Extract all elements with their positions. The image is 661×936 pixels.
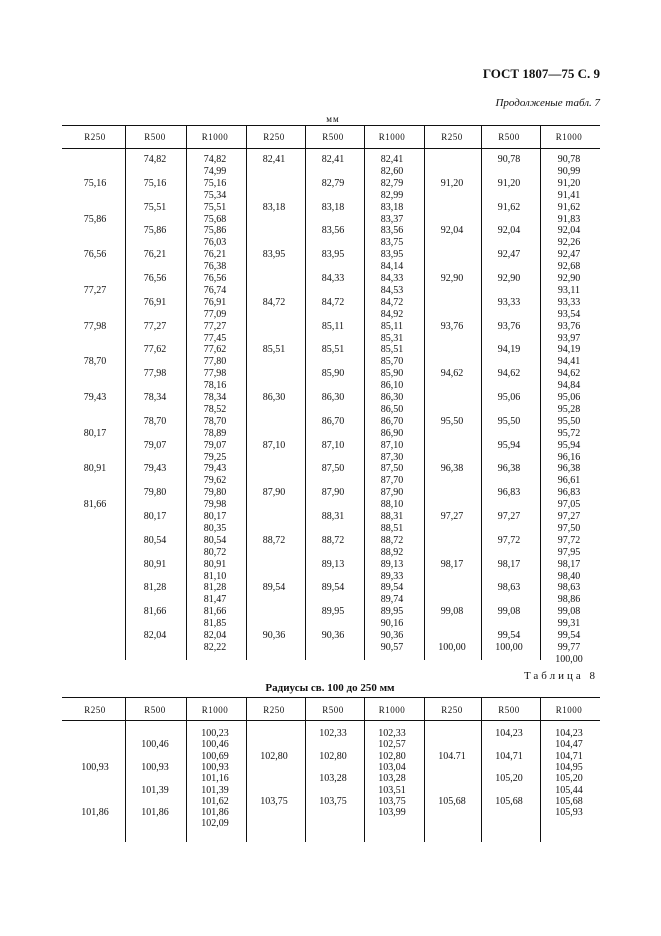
table-cell: 77,80 <box>203 356 227 368</box>
table-cell: 76,56 <box>203 273 227 284</box>
table-cell: 87,10 <box>262 439 286 451</box>
table-cell: 74,82 <box>143 154 167 165</box>
table-cell: 99,08 <box>497 606 521 618</box>
table-cell: 89,95 <box>321 606 345 618</box>
table-cell: 79,43 <box>83 392 107 403</box>
table-cell: 80,17 <box>83 427 107 439</box>
table-rule <box>62 697 600 698</box>
unit-label: мм <box>326 114 340 124</box>
table-cell: 102,33 <box>319 728 347 739</box>
table-cell: 103,28 <box>319 773 347 785</box>
table-cell: 100,46 <box>201 739 229 751</box>
table-cell: 101,86 <box>141 807 169 819</box>
table-cell: 80,72 <box>203 546 227 558</box>
table-cell: 91,41 <box>557 189 581 201</box>
table-cell: 75,16 <box>143 177 167 189</box>
table-cell: 95,94 <box>497 439 521 451</box>
table-cell: 92,04 <box>497 225 521 237</box>
table-cell: 95,28 <box>557 403 581 415</box>
table-cell: 97,50 <box>557 522 581 534</box>
table-cell: 88,72 <box>262 534 286 546</box>
table-rule <box>62 125 600 126</box>
table-cell: 92,04 <box>557 225 581 237</box>
table-cell: 83,56 <box>321 225 345 237</box>
table-cell: 104,71 <box>555 750 583 762</box>
table-cell: 80,17 <box>143 511 167 522</box>
table-cell: 83,95 <box>380 249 404 261</box>
table-8-title: Радиусы св. 100 до 250 мм <box>265 682 395 694</box>
table-cell: 97,72 <box>557 534 581 546</box>
table-cell: 96,38 <box>557 463 581 475</box>
table-cell: 91,20 <box>440 177 464 189</box>
table-cell: 103,99 <box>378 807 406 819</box>
table-cell: 78,16 <box>203 380 227 392</box>
table-cell: 96,83 <box>557 487 581 499</box>
table-cell: 83,18 <box>321 201 345 213</box>
table-cell: 74,82 <box>203 154 227 165</box>
table-cell: 80,35 <box>203 522 227 534</box>
table-cell: 84,33 <box>380 273 404 284</box>
table-cell: 76,21 <box>203 249 227 261</box>
table-cell: 88,10 <box>380 499 404 511</box>
table-cell: 78,70 <box>203 415 227 427</box>
table-cell: 89,54 <box>380 582 404 594</box>
table-cell: 101,39 <box>141 784 169 796</box>
table-cell: 84,33 <box>321 273 345 284</box>
table-cell: 80,91 <box>143 558 167 570</box>
table-cell: 79,43 <box>203 463 227 475</box>
table-cell: 96,38 <box>440 463 464 475</box>
table-cell: 80,91 <box>203 558 227 570</box>
table-cell: 85,51 <box>321 344 345 356</box>
table-cell: 88,92 <box>380 546 404 558</box>
column-header: R1000 <box>555 705 583 715</box>
table-cell: 104.71 <box>438 750 466 762</box>
table-cell: 100,46 <box>141 739 169 751</box>
table-cell: 76,91 <box>203 296 227 308</box>
table-cell: 103,28 <box>378 773 406 785</box>
table-cell: 87,10 <box>380 439 404 451</box>
table-cell: 94,19 <box>497 344 521 356</box>
table-cell: 84,92 <box>380 308 404 320</box>
table-cell: 82,79 <box>380 177 404 189</box>
table-cell: 86,50 <box>380 403 404 415</box>
table-cell: 101,62 <box>201 795 229 807</box>
table-cell: 76,38 <box>203 261 227 273</box>
table-cell: 86,70 <box>380 415 404 427</box>
table-cell: 75,68 <box>203 213 227 225</box>
table-cell: 77,98 <box>143 368 167 380</box>
column-header: R250 <box>84 705 106 715</box>
table-cell: 79,80 <box>203 487 227 499</box>
table-cell: 81,10 <box>203 570 227 582</box>
table-cell: 89,54 <box>321 582 345 594</box>
table-cell: 93,54 <box>557 308 581 320</box>
table-cell: 101,39 <box>201 784 229 796</box>
table-cell: 93,33 <box>497 296 521 308</box>
table-cell: 91,20 <box>497 177 521 189</box>
table-cell: 75,51 <box>143 201 167 213</box>
table-cell: 75,86 <box>203 225 227 237</box>
table-cell: 104,47 <box>555 739 583 751</box>
table-cell: 95,06 <box>497 392 521 403</box>
table-cell: 85,51 <box>262 344 286 356</box>
column-header: R250 <box>263 705 285 715</box>
table-cell: 100,93 <box>81 761 109 773</box>
table-cell: 82,22 <box>203 641 227 653</box>
column-header: R250 <box>84 132 106 142</box>
table-cell: 92,68 <box>557 261 581 273</box>
table-rule <box>62 148 600 149</box>
table-cell: 88,31 <box>380 511 404 522</box>
table-cell: 86,10 <box>380 380 404 392</box>
table-cell: 81,66 <box>203 606 227 618</box>
table-cell: 81,28 <box>203 582 227 594</box>
table-cell: 78,34 <box>143 392 167 403</box>
table-cell: 98,86 <box>557 594 581 606</box>
table-cell: 91,62 <box>497 201 521 213</box>
table-cell: 74,99 <box>203 165 227 177</box>
table-cell: 97,27 <box>497 511 521 522</box>
table-cell: 82,41 <box>321 154 345 165</box>
table-cell: 104,23 <box>495 728 523 739</box>
table-cell: 102,80 <box>378 750 406 762</box>
table-cell: 85,51 <box>380 344 404 356</box>
table-cell: 86,30 <box>321 392 345 403</box>
table-cell: 77,62 <box>143 344 167 356</box>
table-cell: 85,31 <box>380 332 404 344</box>
table-cell: 90,57 <box>380 641 404 653</box>
table-cell: 85,11 <box>321 320 345 332</box>
table-cell: 87,90 <box>380 487 404 499</box>
table-cell: 78,89 <box>203 427 227 439</box>
table-cell: 94,41 <box>557 356 581 368</box>
table-cell: 83,95 <box>321 249 345 261</box>
table-cell: 82,60 <box>380 165 404 177</box>
table-cell: 85,90 <box>321 368 345 380</box>
table-cell: 75,51 <box>203 201 227 213</box>
table-cell: 94,84 <box>557 380 581 392</box>
table-cell: 105,44 <box>555 784 583 796</box>
table-cell: 81,47 <box>203 594 227 606</box>
table-cell: 79,98 <box>203 499 227 511</box>
table-cell: 101,86 <box>81 807 109 819</box>
column-header: R1000 <box>201 132 229 142</box>
table-cell: 93,97 <box>557 332 581 344</box>
column-header: R500 <box>322 132 344 142</box>
table-cell: 91,83 <box>557 213 581 225</box>
table-cell: 77,98 <box>83 320 107 332</box>
table-cell: 87,50 <box>321 463 345 475</box>
table-cell: 83,37 <box>380 213 404 225</box>
table-cell: 78,34 <box>203 392 227 403</box>
table-cell: 95,94 <box>557 439 581 451</box>
table-cell: 99,54 <box>557 630 581 641</box>
table-cell: 81,66 <box>83 499 107 511</box>
table-cell: 99,08 <box>557 606 581 618</box>
table-cell: 89,13 <box>321 558 345 570</box>
table-cell: 95,50 <box>440 415 464 427</box>
table-cell: 97,05 <box>557 499 581 511</box>
table-cell: 90,78 <box>557 154 581 165</box>
table-cell: 89,54 <box>262 582 286 594</box>
table-cell: 80,91 <box>83 463 107 475</box>
table-cell: 103,75 <box>260 795 288 807</box>
table-cell: 77,27 <box>203 320 227 332</box>
table-cell: 98,63 <box>497 582 521 594</box>
table-cell: 86,70 <box>321 415 345 427</box>
table-cell: 76,21 <box>143 249 167 261</box>
table-cell: 101,16 <box>201 773 229 785</box>
table-cell: 82,04 <box>143 630 167 641</box>
table-cell: 84,72 <box>321 296 345 308</box>
table-cell: 94,62 <box>497 368 521 380</box>
table-cell: 82,79 <box>321 177 345 189</box>
table-cell: 97,95 <box>557 546 581 558</box>
table-cell: 75,16 <box>83 177 107 189</box>
table-cell: 97,72 <box>497 534 521 546</box>
table-cell: 98,63 <box>557 582 581 594</box>
table-cell: 96,16 <box>557 451 581 463</box>
table-cell: 90,36 <box>380 630 404 641</box>
table-cell: 105,20 <box>495 773 523 785</box>
table-cell: 83,18 <box>380 201 404 213</box>
table-cell: 91,20 <box>557 177 581 189</box>
table-cell: 87,30 <box>380 451 404 463</box>
table-cell: 77,45 <box>203 332 227 344</box>
table-cell: 93,33 <box>557 296 581 308</box>
table-cell: 87,70 <box>380 475 404 487</box>
table-cell: 79,07 <box>143 439 167 451</box>
table-cell: 103,75 <box>378 795 406 807</box>
table-cell: 85,70 <box>380 356 404 368</box>
table-cell: 92,90 <box>557 273 581 284</box>
table-cell: 98,40 <box>557 570 581 582</box>
table-cell: 77,98 <box>203 368 227 380</box>
table-cell: 76,03 <box>203 237 227 249</box>
table-cell: 100,23 <box>201 728 229 739</box>
table-cell: 90,78 <box>497 154 521 165</box>
table-cell: 96,61 <box>557 475 581 487</box>
table-cell: 90,99 <box>557 165 581 177</box>
table-cell: 92,47 <box>557 249 581 261</box>
table-cell: 99,77 <box>557 641 581 653</box>
table-cell: 79,25 <box>203 451 227 463</box>
column-rule <box>246 697 247 842</box>
table-cell: 84,53 <box>380 284 404 296</box>
table-cell: 77,27 <box>83 284 107 296</box>
table-cell: 100,00 <box>555 653 583 665</box>
table-cell: 88,72 <box>321 534 345 546</box>
table-cell: 83,56 <box>380 225 404 237</box>
table-cell: 92,47 <box>497 249 521 261</box>
table-cell: 79,62 <box>203 475 227 487</box>
table-cell: 89,13 <box>380 558 404 570</box>
table-cell: 76,56 <box>83 249 107 261</box>
column-rule <box>305 697 306 842</box>
table-cell: 102,09 <box>201 818 229 830</box>
table-cell: 75,86 <box>143 225 167 237</box>
column-header: R250 <box>441 132 463 142</box>
table-cell: 104,95 <box>555 761 583 773</box>
table-cell: 100,93 <box>201 761 229 773</box>
table-cell: 94,62 <box>557 368 581 380</box>
table-cell: 103,75 <box>319 795 347 807</box>
table-cell: 100,69 <box>201 750 229 762</box>
column-header: R500 <box>144 705 166 715</box>
table-cell: 80,54 <box>143 534 167 546</box>
table-cell: 93,76 <box>497 320 521 332</box>
table-cell: 86,30 <box>380 392 404 403</box>
table-cell: 103,04 <box>378 761 406 773</box>
table-cell: 103,51 <box>378 784 406 796</box>
table-cell: 97,27 <box>440 511 464 522</box>
table-cell: 87,50 <box>380 463 404 475</box>
column-header: R250 <box>441 705 463 715</box>
table-cell: 102,80 <box>319 750 347 762</box>
table-cell: 95,50 <box>497 415 521 427</box>
table-cell: 88,51 <box>380 522 404 534</box>
table-cell: 83,95 <box>262 249 286 261</box>
table-cell: 79,07 <box>203 439 227 451</box>
column-header: R1000 <box>555 132 583 142</box>
table-cell: 100,93 <box>141 761 169 773</box>
table-cell: 75,86 <box>83 213 107 225</box>
table-cell: 83,18 <box>262 201 286 213</box>
column-header: R500 <box>498 132 520 142</box>
table-cell: 104,23 <box>555 728 583 739</box>
table-cell: 96,38 <box>497 463 521 475</box>
table-cell: 88,72 <box>380 534 404 546</box>
column-header: R500 <box>322 705 344 715</box>
table-cell: 78,70 <box>83 356 107 368</box>
table-cell: 101,86 <box>201 807 229 819</box>
table-cell: 77,62 <box>203 344 227 356</box>
table-cell: 102,33 <box>378 728 406 739</box>
table-cell: 100,00 <box>438 641 466 653</box>
table-cell: 77,27 <box>143 320 167 332</box>
table-cell: 77,09 <box>203 308 227 320</box>
table-cell: 93,76 <box>557 320 581 332</box>
table-cell: 102,80 <box>260 750 288 762</box>
table-cell: 96,83 <box>497 487 521 499</box>
table-cell: 105,93 <box>555 807 583 819</box>
table-cell: 78,52 <box>203 403 227 415</box>
table-cell: 82,41 <box>262 154 286 165</box>
table-cell: 105,68 <box>495 795 523 807</box>
table-cell: 76,91 <box>143 296 167 308</box>
column-rule <box>481 697 482 842</box>
table-cell: 82,04 <box>203 630 227 641</box>
table-cell: 85,11 <box>380 320 404 332</box>
column-header: R500 <box>498 705 520 715</box>
table-cell: 87,90 <box>321 487 345 499</box>
column-header: R1000 <box>378 705 406 715</box>
table-8-label: Таблица 8 <box>523 670 598 682</box>
column-header: R1000 <box>201 705 229 715</box>
table-cell: 92,04 <box>440 225 464 237</box>
table-cell: 78,70 <box>143 415 167 427</box>
table-cell: 98,17 <box>557 558 581 570</box>
table-cell: 95,50 <box>557 415 581 427</box>
table-cell: 95,72 <box>557 427 581 439</box>
table-cell: 84,72 <box>262 296 286 308</box>
table-cell: 82,99 <box>380 189 404 201</box>
table-cell: 88,31 <box>321 511 345 522</box>
table-cell: 105,68 <box>555 795 583 807</box>
table-cell: 90,16 <box>380 618 404 630</box>
table-cell: 98,17 <box>497 558 521 570</box>
table-cell: 76,74 <box>203 284 227 296</box>
table-cell: 75,16 <box>203 177 227 189</box>
table-cell: 92,26 <box>557 237 581 249</box>
table-cell: 84,14 <box>380 261 404 273</box>
table-rule <box>62 720 600 721</box>
table-cell: 79,80 <box>143 487 167 499</box>
table-cell: 105,20 <box>555 773 583 785</box>
table-cell: 97,27 <box>557 511 581 522</box>
table-cell: 100,00 <box>495 641 523 653</box>
table-cell: 86,30 <box>262 392 286 403</box>
table-cell: 102,57 <box>378 739 406 751</box>
table-cell: 83,75 <box>380 237 404 249</box>
table-cell: 90,36 <box>321 630 345 641</box>
table-cell: 82,41 <box>380 154 404 165</box>
table-cell: 76,56 <box>143 273 167 284</box>
table-cell: 81,28 <box>143 582 167 594</box>
column-header: R250 <box>263 132 285 142</box>
table-cell: 86,90 <box>380 427 404 439</box>
table-cell: 81,66 <box>143 606 167 618</box>
table-cell: 94,62 <box>440 368 464 380</box>
table-cell: 94,19 <box>557 344 581 356</box>
table-cell: 91,62 <box>557 201 581 213</box>
table-cell: 93,76 <box>440 320 464 332</box>
page-title: ГОСТ 1807—75 С. 9 <box>482 66 600 81</box>
table-cell: 92,90 <box>440 273 464 284</box>
table-cell: 90,36 <box>262 630 286 641</box>
table-cell: 87,10 <box>321 439 345 451</box>
table-cell: 87,90 <box>262 487 286 499</box>
table-cell: 89,95 <box>380 606 404 618</box>
table-cell: 89,33 <box>380 570 404 582</box>
column-header: R500 <box>144 132 166 142</box>
table-cell: 99,31 <box>557 618 581 630</box>
table-cell: 105,68 <box>438 795 466 807</box>
table-cell: 99,08 <box>440 606 464 618</box>
column-rule <box>424 697 425 842</box>
column-header: R1000 <box>378 132 406 142</box>
table-cell: 75,34 <box>203 189 227 201</box>
table-cell: 85,90 <box>380 368 404 380</box>
table-cell: 84,72 <box>380 296 404 308</box>
table-cell: 80,54 <box>203 534 227 546</box>
column-rule <box>424 125 425 660</box>
table-cell: 95,06 <box>557 392 581 403</box>
table-cell: 80,17 <box>203 511 227 522</box>
table-cell: 98,17 <box>440 558 464 570</box>
table-cell: 81,85 <box>203 618 227 630</box>
table-cell: 99,54 <box>497 630 521 641</box>
table-continuation-label: Продолженые табл. 7 <box>495 97 600 109</box>
table-cell: 89,74 <box>380 594 404 606</box>
table-cell: 93,11 <box>557 284 581 296</box>
table-cell: 92,90 <box>497 273 521 284</box>
table-cell: 79,43 <box>143 463 167 475</box>
table-cell: 104,71 <box>495 750 523 762</box>
